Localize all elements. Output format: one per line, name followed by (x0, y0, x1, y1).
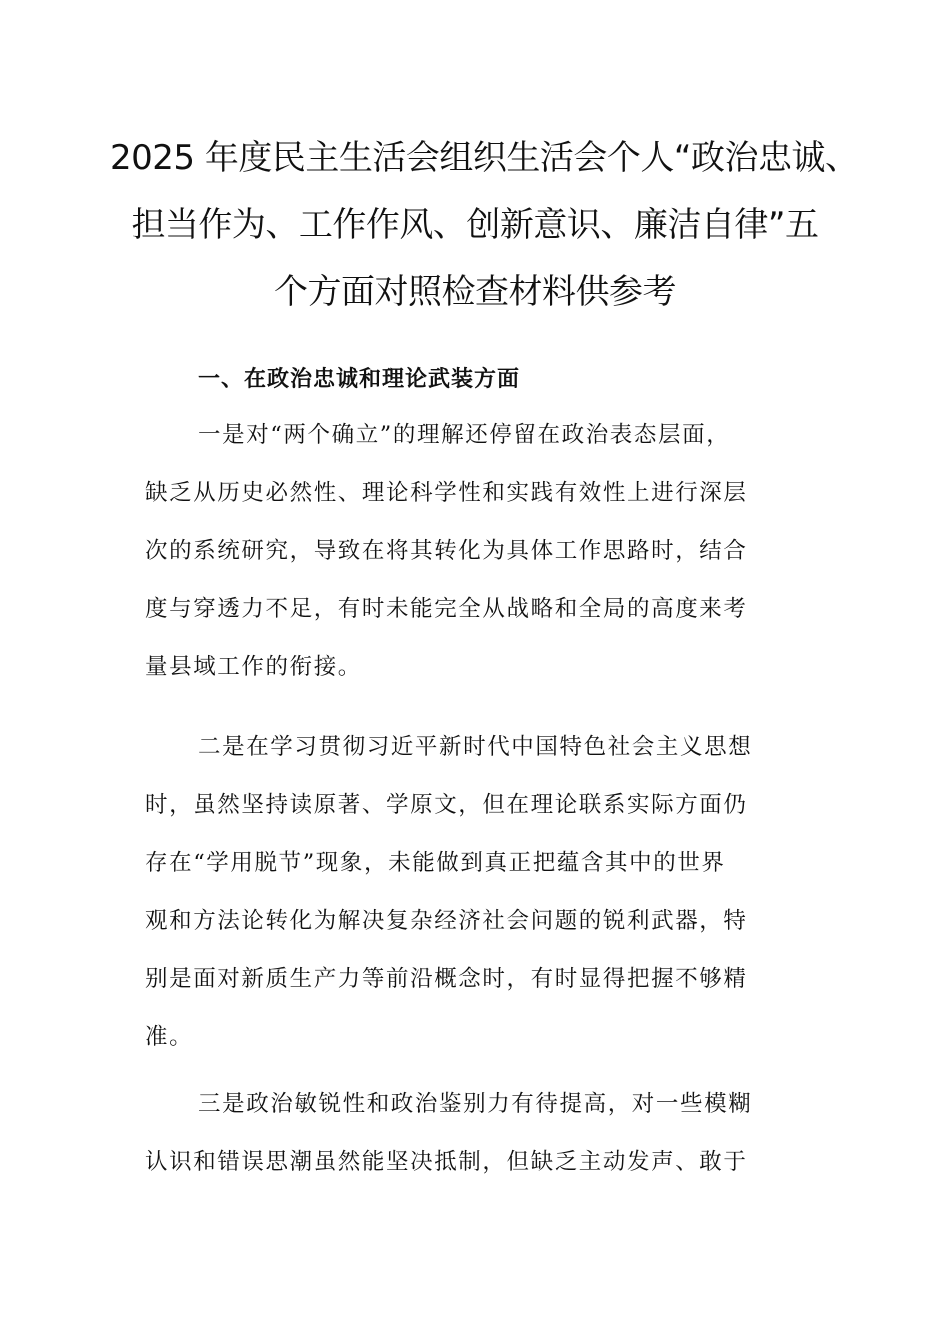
paragraph-line: 存在“学用脱节”现象，未能做到真正把蕴含其中的世界 (145, 850, 726, 876)
paragraph-line: 认识和错误思潮虽然能坚决抵制，但缺乏主动发声、敢于 (145, 1149, 748, 1175)
paragraph-line: 准。 (145, 1024, 194, 1050)
paragraph-line: 度与穿透力不足，有时未能完全从战略和全局的高度来考 (145, 596, 748, 622)
paragraph-line: 观和方法论转化为解决复杂经济社会问题的锐利武器，特 (145, 908, 748, 934)
title-line: 2025 年度民主生活会组织生活会个人“政治忠诚、 (110, 138, 859, 178)
paragraph-line: 缺乏从历史必然性、理论科学性和实践有效性上进行深层 (145, 480, 748, 506)
paragraph-line: 一是对“两个确立”的理解还停留在政治表态层面， (198, 422, 731, 448)
title-line: 个方面对照检查材料供参考 (274, 272, 676, 312)
title-line: 担当作为、工作作风、创新意识、廉洁自律”五 (131, 205, 819, 245)
paragraph-line: 二是在学习贯彻习近平新时代中国特色社会主义思想 (198, 734, 753, 760)
paragraph-1 (145, 406, 805, 696)
paragraph-line: 三是政治敏锐性和政治鉴别力有待提高，对一些模糊 (198, 1091, 753, 1117)
document-title (110, 125, 859, 326)
paragraph-2 (145, 718, 805, 1066)
paragraph-3 (145, 1075, 805, 1191)
paragraph-line: 次的系统研究，导致在将其转化为具体工作思路时，结合 (145, 538, 748, 564)
section-heading: 一、在政治忠诚和理论武装方面 (198, 366, 521, 392)
paragraph-line: 别是面对新质生产力等前沿概念时，有时显得把握不够精 (145, 966, 748, 992)
paragraph-line: 量县域工作的衔接。 (145, 654, 362, 680)
paragraph-line: 时，虽然坚持读原著、学原文，但在理论联系实际方面仍 (145, 792, 748, 818)
